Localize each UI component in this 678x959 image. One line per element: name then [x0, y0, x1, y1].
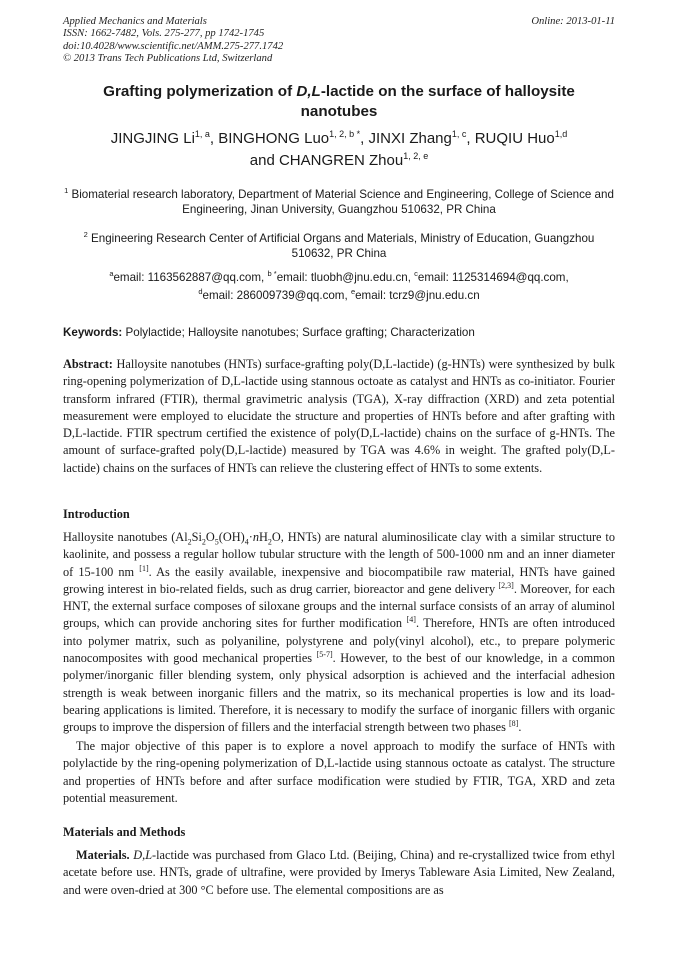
citation[interactable]: [8] — [508, 719, 519, 729]
issn-line: ISSN: 1662-7482, Vols. 275-277, pp 1742-1745 — [63, 28, 265, 40]
keywords — [63, 326, 615, 339]
author-list: JINGJING Li$^{1, a}$, BINGHONG Luo$^{1, 2, b *}$, JINXI Zhang$^{1, c}$, RUQIU Huo$^{1,d}$ and CHANGREN Zhou$^{1, 2, e}$ — [110, 129, 568, 169]
copyright-line: © 2013 Trans Tech Publications Ltd, Switzerland — [63, 52, 273, 64]
email-link[interactable]: email: tcrz9@jnu.edu.cn — [355, 289, 480, 302]
abstract — [63, 356, 615, 477]
email-link[interactable]: email: tluobh@jnu.edu.cn, — [276, 271, 411, 284]
materials-label: Materials. — [76, 848, 130, 862]
citation[interactable]: [4] — [406, 615, 416, 625]
citation[interactable]: [5-7] — [316, 650, 333, 660]
email-link[interactable]: email: 1163562887@qq.com, — [113, 271, 265, 284]
methods-paragraph: Materials. D,L-lactide was purchased from Glaco Ltd. (Beijing, China) and re-crystallized twice from ethyl acetate before use. HNTs, grade of ultrafine, were provided by Imerys Tableware Asia Limited, New Zealand, and were oven-dried at 300 °C before use. The elemental compositions are as — [63, 848, 615, 897]
journal-header — [63, 16, 283, 65]
doi-line: doi:10.4028/www.scientific.net/AMM.275-277.1742 — [63, 40, 284, 52]
keywords-text: Polylactide; Halloysite nanotubes; Surface grafting; Characterization — [125, 326, 475, 339]
journal-name: Applied Mechanics and Materials — [63, 16, 207, 27]
introduction-paragraph-2: The major objective of this paper is to explore a novel approach to modify the surface of HNTs with polylactide by the ring-opening polymerization of D,L-lactide using stannous octoate as catalyst. The structure and properties of HNTs before and after surface modification were studied by FTIR, TGA, XRD and zeta potential measurement. — [63, 739, 615, 805]
section-heading-methods: Materials and Methods — [63, 825, 186, 839]
affiliation-2: $^2$ Engineering Research Center of Artificial Organs and Materials, Ministry of Education, Guangzhou 510632, PR China — [83, 230, 595, 260]
author-name: and CHANGREN Zhou — [249, 152, 404, 169]
abstract-text: Halloysite nanotubes (HNTs) surface-grafting poly(D,L-lactide) (g-HNTs) were synthesized by bulk ring-opening polymerization of D,L-lactide using stannous octoate as catalyst and HNTs as co-initiator. Fourier transform infrared (FTIR), thermal gravimetric analysis (TGA), X-ray diffraction (XRD) and zeta potential measurement were employed to elucidate the structure and properties of HNTs before and after grafting with D,L-lactide. FTIR spectrum certified the existence of poly(D,L-lactide) chains on the surface of g-HNTs. The amount of surface-grafted poly(D,L-lactide) measured by TGA was 4.6% in weight. The grafted poly(D,L-lactide) chains on the surfaces of HNTs can relieve the clustering effect of HNTs to some extents. — [63, 357, 615, 475]
author-name: , JINXI Zhang — [360, 130, 452, 147]
email-link[interactable]: email: 286009739@qq.com, — [202, 289, 348, 302]
paper-title: Grafting polymerization of D,L-lactide on the surface of halloysite nanotubes — [103, 83, 575, 120]
online-date: Online: 2013-01-11 — [531, 16, 615, 27]
author-name: , BINGHONG Luo — [209, 130, 330, 147]
section-heading-introduction: Introduction — [63, 507, 130, 521]
author-name: JINGJING Li — [110, 130, 195, 147]
author-name: , RUQIU Huo — [466, 130, 555, 147]
citation[interactable]: [1] — [139, 563, 149, 573]
email-list: $^a$email: 1163562887@qq.com, $^{b *}$email: tluobh@jnu.edu.cn, $^c$email: 1125314694@qq.com, $^d$email: 286009739@qq.com, $^e$email: tcrz9@jnu.edu.cn — [109, 269, 569, 302]
citation[interactable]: [2,3] — [498, 580, 514, 590]
abstract-label: Abstract: — [63, 357, 113, 371]
introduction-paragraph-1: Halloysite nanotubes ($Al_2Si_2O_5(OH)_4\cdot nH_2O$, HNTs) are natural aluminosilicate clay with a similar structure to kaolinite, and possess a regular hollow tubular structure with the length of 500-1000 nm and an inner diameter of 15-100 nm [1]. As the easily available, inexpensive and biocompatibile raw material, HNTs have gained growing interest in bio-related fields, such as drug carrier, bioreactor and gene delivery [2,3]. Moreover, for each HNT, the external surface composes of siloxane groups and the internal surface consists of an array of aluminol groups, which can provide anchoring sites for further modification [4]. Therefore, HNTs are often introduced into polymer matrix, such as polyaniline, polystyrene and poly(vinyl alcohol), etc., to prepare polymeric nanocomposites with good mechanical properties [5-7]. However, to the best of our knowledge, in a common polymer/inorganic filler blending system, only physical adsorption is achieved and the interfacial adhesion strength is weak between inorganic fillers and the matrix, so its mechanical properties is low and its load-bearing applications is limited. Therefore, it is necessary to modify the surface of inorganic fillers with organic groups to improve the dispersion of fillers and the interfacial strength between two phases [8]. — [63, 530, 616, 735]
affiliation-1: $^1$ Biomaterial research laboratory, Department of Material Science and Engineering, College of Science and Engineering, Jinan University, Guangzhou 510632, PR China — [64, 186, 614, 216]
email-link[interactable]: email: 1125314694@qq.com, — [417, 271, 569, 284]
keywords-label: Keywords: — [63, 326, 123, 339]
